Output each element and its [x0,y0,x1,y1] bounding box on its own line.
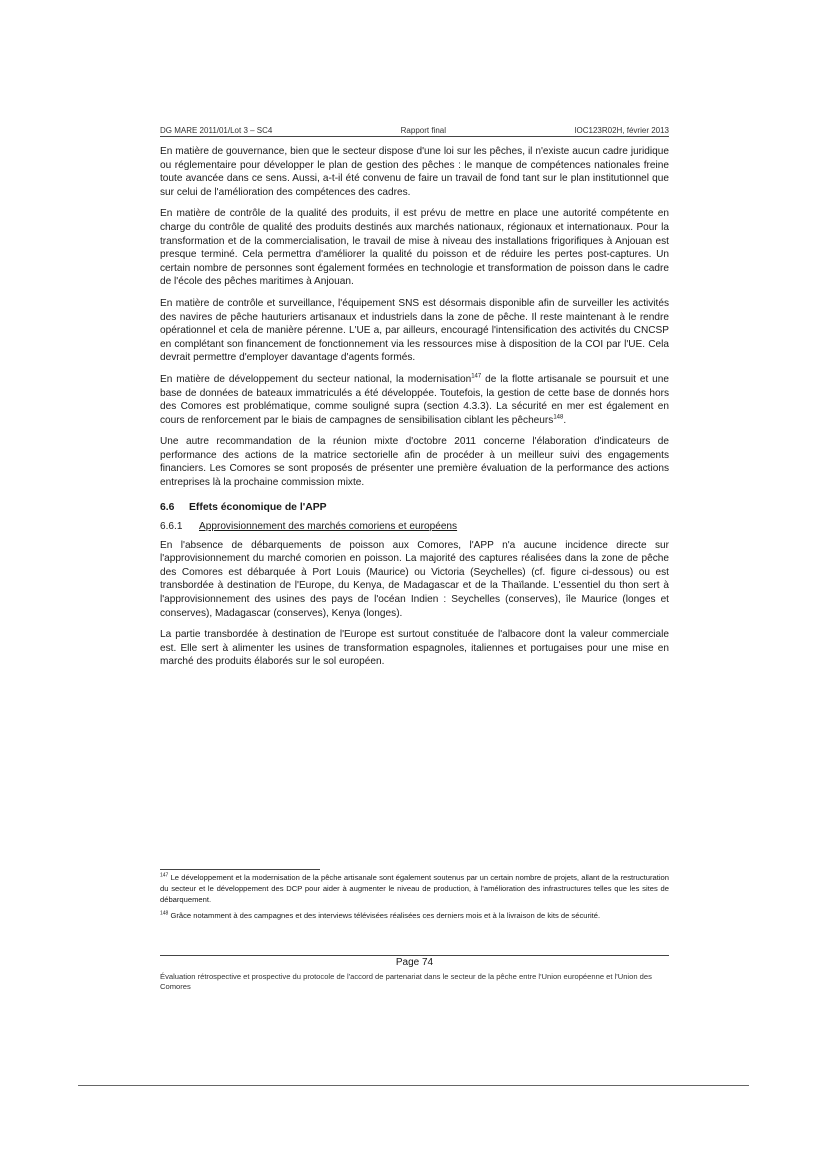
footnote-ref-148[interactable]: 148 [553,414,564,421]
subsection-number: 6.6.1 [160,520,183,532]
paragraph-surveillance: En matière de contrôle et surveillance, l'équipement SNS est désormais disponible afin de surveiller les activités des navires de pêche hauturiers artisanaux et industriels dans la zone de pêche. Il reste maintenant à le rendre opérationnel et cela de manière pérenne. L'UE a, par ailleurs, encouragé l'intensification des activités du CNCSP en complétant son financement de fonctionnement via les ressources mise à disposition de la COI par l'UE. Cela devrait permettre d'employer davantage d'agents formés. [160,297,669,364]
paragraph-supply: En l'absence de débarquements de poisson aux Comores, l'APP n'a aucune incidence directe sur l'approvisionnement du marché comorien en poisson. La majorité des captures réalisées dans la zone de pêche des Comores est débarquée à Port Louis (Maurice) ou Victoria (Seychelles) (cf. figure ci-dessous) ou est transbordée à destination de l'Europe, du Kenya, de Madagascar et de la Thaïlande. L'essentiel du thon sert à l'approvisionnement des usines des pays de l'océan Indien : Seychelles (conserves), île Maurice (longes et conserves), Madagascar (conserves), Kenya (longes). [160,539,669,619]
footer-separator [160,955,669,956]
paragraph-national-sector: En matière de développement du secteur national, la modernisation$^{147}$ de la flotte artisanale se poursuit et une base de données de bateaux immatriculés a été développée. Toutefois, la gestion de cette base de donnés hors des Comores est problématique, comme souligné supra (section 4.3.3). La sécurité en mer est également en cours de renforcement par le biais de campagnes de sensibilisation ciblant les pêcheurs$^{148}$. [160,373,669,426]
footer-text: Évaluation rétrospective et prospective du protocole de l'accord de partenariat dans le secteur de la pêche entre l'Union européenne et l'Union des Comores [160,972,652,991]
section-title: Effets économique de l'APP [189,501,327,513]
section-number: 6.6 [160,501,175,513]
footnote-147: $^{147}$ Le développement et la modernisation de la pêche artisanale sont également soutenus par un certain nombre de projets, allant de la restructuration du secteur et le développement des DCP pour aider à augmenter le niveau de production, à l'amélioration des infrastructures telles que les sites de débarquement. [160,872,669,904]
page-number: Page 74 [395,957,434,968]
paragraph-recommendation: Une autre recommandation de la réunion mixte d'octobre 2011 concerne l'élaboration d'indicateurs de performance des actions de la matrice sectorielle afin de procéder à un meilleur suivi des engagements financiers. Les Comores se sont proposés de présenter une première évaluation de la performance des actions entreprises là la prochaine commission mixte. [160,436,669,489]
paragraph-governance: En matière de gouvernance, bien que le secteur dispose d'une loi sur les pêches, il n'existe aucun cadre juridique ou réglementaire pour développer le plan de gestion des pêches : le manque de compétences nationales freine toute avancée dans ce sens. Aussi, a-t-il été convenu de faire un travail de fond tant sur le plan institutionnel que sur celui de l'amélioration des compétences des cadres. [160,146,669,198]
footnotes [160,873,669,928]
subsection-title: Approvisionnement des marchés comoriens et européens [199,520,458,532]
section-heading [160,502,669,513]
paragraph-quality-control: En matière de contrôle de la qualité des produits, il est prévu de mettre en place une autorité compétente en charge du contrôle de qualité des produits destinés aux marchés nationaux, régionaux et internationaux. Pour la transformation et de la commercialisation, le travail de mise à niveau des installations frigorifiques à Anjouan est presque terminé. Cela permettra d'améliorer la qualité du poisson et de réduire les pertes post-captures. Un certain nombre de personnes sont également formées en technologie et transformation de poisson dans le cadre de l'école des pêches maritimes à Anjouan. [160,208,669,288]
document-page [160,126,669,677]
header-center: Rapport final [400,126,446,135]
footnote-ref-147[interactable]: 147 [471,373,482,380]
header-left: DG MARE 2011/01/Lot 3 – SC4 [160,126,273,135]
viewer-divider [78,1085,749,1086]
header-right: IOC123R02H, février 2013 [574,126,669,135]
subsection-heading [160,521,669,532]
footnote-148: $^{148}$ Grâce notamment à des campagnes et des interviews télévisées réalisées ces derniers mois et à la livraison de kits de sécurité. [160,910,601,921]
page-header [160,126,669,137]
footnote-separator [160,869,320,870]
paragraph-transshipment: La partie transbordée à destination de l'Europe est surtout constituée de l'albacore dont la valeur commerciale est. Elle sert à alimenter les usines de transformation espagnoles, italiennes et portugaises pour une mise en marché des produits élaborés sur le sol européen. [160,629,669,668]
body-content [160,145,669,669]
